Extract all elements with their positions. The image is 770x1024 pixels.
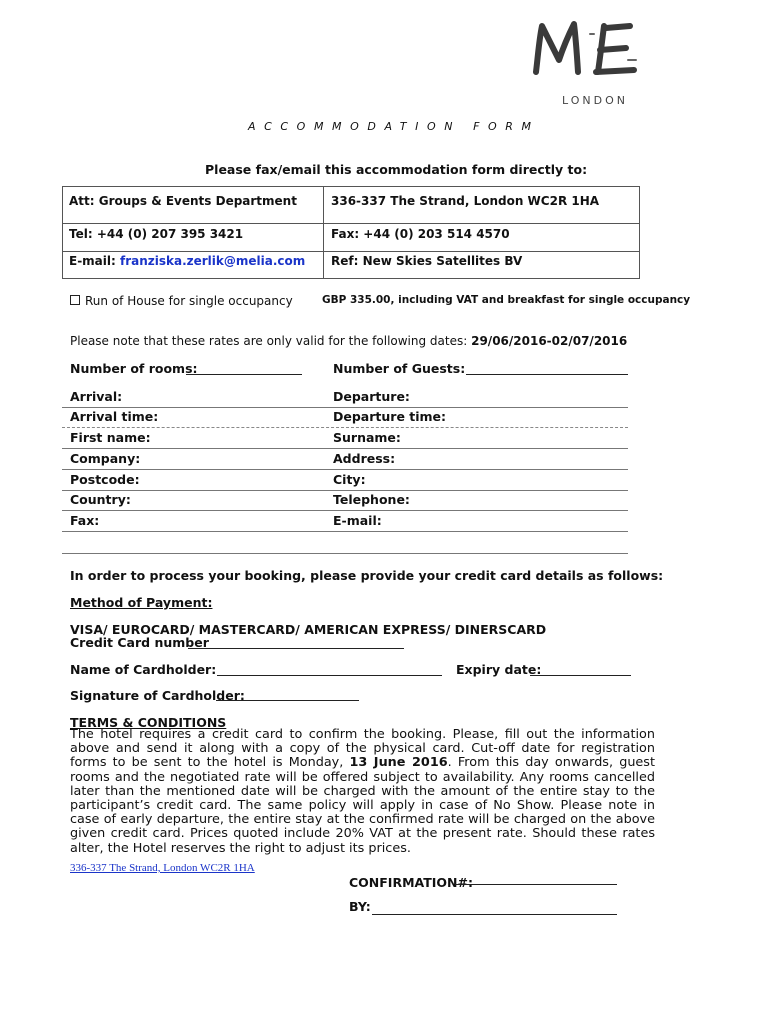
confirmation-label: CONFIRMATION#: [349, 875, 473, 890]
arrival-field-line[interactable] [62, 407, 628, 408]
email-label: E-mail: [69, 254, 120, 268]
expiry-label: Expiry date: [456, 662, 542, 677]
email-label-field: E-mail: [333, 513, 382, 528]
footer-address-link[interactable]: 336-337 The Strand, London WC2R 1HA [70, 862, 255, 874]
me-london-logo [530, 20, 642, 80]
cutoff-date: 13 June 2016 [349, 755, 448, 771]
room-option-label: Run of House for single occupancy [85, 294, 293, 308]
cardholder-field[interactable] [217, 675, 442, 676]
expiry-field[interactable] [530, 675, 631, 676]
rates-note-text: Please note that these rates are only valid for the following dates: [70, 334, 472, 348]
city-label: City: [333, 472, 366, 487]
terms-body [70, 728, 655, 856]
cardholder-label: Name of Cardholder: [70, 662, 217, 677]
room-price: GBP 335.00, including VAT and breakfast for single occupancy [322, 294, 691, 306]
table-divider [323, 187, 324, 278]
fax-label: Fax: [70, 513, 100, 528]
arrival-time-label: Arrival time: [70, 409, 159, 424]
surname-label: Surname: [333, 430, 401, 445]
by-field[interactable] [372, 914, 617, 915]
email-row [69, 254, 305, 268]
reference: Ref: New Skies Satellites BV [331, 254, 523, 268]
instructions: Please fax/email this accommodation form directly to: [205, 162, 588, 177]
card-types: VISA/ EUROCARD/ MASTERCARD/ AMERICAN EXPRESS/ DINERSCARD [70, 622, 547, 637]
country-label: Country: [70, 492, 131, 507]
country-field-line[interactable] [62, 510, 628, 511]
form-title: ACCOMMODATION FORM [248, 120, 540, 133]
extra-field-line[interactable] [62, 553, 628, 554]
signature-label: Signature of Cardholder: [70, 688, 245, 703]
arrival-label: Arrival: [70, 389, 123, 404]
departure-time-label: Departure time: [333, 409, 447, 424]
first-name-field-line[interactable] [62, 448, 628, 449]
payment-method-label: Method of Payment: [70, 595, 213, 610]
address-label: Address: [333, 451, 396, 466]
tel-number: Tel: +44 (0) 207 395 3421 [69, 227, 244, 241]
room-option[interactable] [70, 294, 293, 308]
num-guests-label: Number of Guests: [333, 361, 466, 376]
card-number-label: Credit Card number [70, 635, 209, 650]
contact-table [62, 186, 640, 279]
postcode-field-line[interactable] [62, 490, 628, 491]
logo-subtitle: LONDON [562, 94, 628, 107]
card-number-field[interactable] [188, 648, 404, 649]
first-name-label: First name: [70, 430, 151, 445]
rates-dates: 29/06/2016-02/07/2016 [471, 334, 628, 348]
company-label: Company: [70, 451, 141, 466]
num-rooms-field[interactable] [186, 374, 302, 375]
terms-heading: TERMS & CONDITIONS [70, 715, 227, 730]
confirmation-field[interactable] [455, 884, 617, 885]
telephone-label: Telephone: [333, 492, 410, 507]
hotel-address: 336-337 The Strand, London WC2R 1HA [331, 194, 600, 208]
by-label: BY: [349, 899, 371, 914]
room-option-checkbox[interactable] [70, 295, 80, 305]
rates-note [70, 334, 627, 348]
terms-text-1: The hotel requires a credit card to confirm the booking. Please, fill out the information above and send it along with a copy of the physical card. Cut-off date for registration forms to be sent to the hotel is Monday, [70, 727, 655, 771]
att-department: Att: Groups & Events Department [69, 194, 297, 208]
fax-field-line[interactable] [62, 531, 628, 532]
arrival-time-field-line[interactable] [62, 427, 628, 428]
departure-label: Departure: [333, 389, 410, 404]
terms-text-2: . From this day onwards, guest rooms and the negotiated rate will be offered subject to availability. Any rooms cancelled later than the mentioned date will be charged with the amount of the entire stay to the participant’s credit card. The same policy will apply in case of No Show. Please note in case of early departure, the entire stay at the confirmed rate will be charged on the above given credit card. Prices quoted include 20% VAT at the present rate. Should these rates alter, the Hotel reserves the right to adjust its prices. [70, 755, 655, 856]
email-link[interactable]: franziska.zerlik@melia.com [119, 254, 306, 268]
company-field-line[interactable] [62, 469, 628, 470]
payment-intro: In order to process your booking, please provide your credit card details as follows: [70, 568, 664, 583]
signature-field[interactable] [216, 700, 359, 701]
fax-number: Fax: +44 (0) 203 514 4570 [331, 227, 510, 241]
num-rooms-label: Number of rooms: [70, 361, 198, 376]
postcode-label: Postcode: [70, 472, 140, 487]
num-guests-field[interactable] [466, 374, 628, 375]
